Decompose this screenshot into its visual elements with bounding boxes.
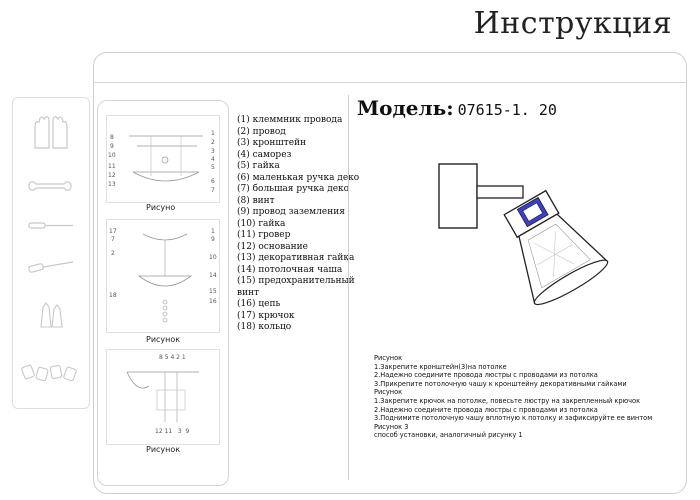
fig1-num: 3 bbox=[211, 148, 215, 155]
fig2-num: 10 bbox=[209, 254, 217, 261]
model-heading bbox=[357, 96, 557, 120]
installation-instructions bbox=[374, 354, 652, 440]
list-item: (2) провод bbox=[237, 126, 286, 137]
fig2-num: 14 bbox=[209, 272, 217, 279]
list-item: (6) маленькая ручка деко bbox=[237, 172, 360, 183]
fig1-num: 6 bbox=[211, 178, 215, 185]
list-item: (4) саморез bbox=[237, 149, 292, 160]
screwdriver-icon bbox=[27, 220, 75, 230]
fig2-num: 2 bbox=[111, 250, 115, 257]
connector-icon bbox=[21, 360, 83, 386]
instruction-line: 2.Надежно соедините провода люстры с проводами из потолка bbox=[374, 405, 598, 414]
list-item: (9) провод заземления bbox=[237, 207, 345, 217]
list-item: (14) потолочная чаша bbox=[237, 264, 343, 275]
figure-1-caption: Рисуно bbox=[146, 203, 176, 212]
fig1-num: 12 bbox=[108, 172, 116, 179]
fig2-num: 7 bbox=[111, 236, 115, 243]
fig2-num: 16 bbox=[209, 298, 217, 305]
fig1-num: 13 bbox=[108, 181, 116, 188]
fig3-num-bottom: 12 11 3 9 bbox=[155, 428, 190, 435]
list-item: (11) гровер bbox=[237, 230, 291, 240]
list-item: (13) декоративная гайка bbox=[237, 253, 355, 263]
fig1-num: 2 bbox=[211, 139, 215, 146]
fig1-num: 7 bbox=[211, 187, 215, 194]
figure-3-caption: Рисунок bbox=[146, 445, 181, 454]
fig1-num: 1 bbox=[211, 130, 215, 137]
model-label: Модель: bbox=[357, 96, 454, 120]
figures-panel bbox=[97, 100, 229, 486]
list-item: (10) гайка bbox=[237, 218, 286, 229]
figure-2-caption: Рисунок bbox=[146, 335, 181, 344]
fig1-num: 8 bbox=[110, 134, 114, 141]
lamp-illustration bbox=[435, 160, 625, 310]
instruction-line: 1.Закрепите кронштейн(3)на потолке bbox=[374, 362, 507, 371]
instruction-line: Рисунок bbox=[374, 354, 403, 362]
fig2-num: 17 bbox=[109, 228, 117, 235]
instruction-line: Рисунок bbox=[374, 388, 403, 397]
instruction-line: 3.Поднимите потолочную чашу вплотную к потолку и зафиксируйте ее винтом bbox=[374, 414, 653, 423]
instruction-line: способ установки, аналогичный рисунку 1 bbox=[374, 431, 523, 440]
figure-2-drawing bbox=[107, 220, 219, 332]
instruction-line: 1.Закрепите крючок на потолке, повесьте люстру на закрепленный крючок bbox=[374, 396, 641, 405]
list-item: (15) предохранительный bbox=[237, 276, 355, 286]
list-item: винт bbox=[237, 287, 260, 298]
parts-list bbox=[237, 115, 359, 334]
figure-1-drawing bbox=[107, 116, 219, 202]
wall-plug-icon bbox=[37, 301, 65, 329]
fig1-num: 10 bbox=[108, 152, 116, 159]
list-item: (18) кольцо bbox=[237, 322, 292, 332]
instruction-line: 3.Прикрепите потолочную чашу к кронштейну декоративными гайками bbox=[374, 379, 627, 388]
list-item: (12) основание bbox=[237, 241, 308, 252]
figure-2 bbox=[106, 219, 220, 333]
list-item: (1) клеммник провода bbox=[237, 115, 343, 125]
figure-1 bbox=[106, 115, 220, 203]
gloves-icon bbox=[31, 114, 71, 150]
screwdriver-icon bbox=[27, 260, 75, 274]
fig1-num: 9 bbox=[110, 143, 114, 150]
tools-panel bbox=[12, 97, 90, 409]
page-title: Инструкция bbox=[473, 6, 672, 41]
fig1-num: 4 bbox=[211, 156, 215, 163]
fig2-num: 1 bbox=[211, 228, 215, 235]
list-item: (3) кронштейн bbox=[237, 138, 307, 148]
fig1-num: 5 bbox=[211, 164, 215, 171]
fig2-num: 18 bbox=[109, 292, 117, 299]
column-divider bbox=[348, 95, 349, 480]
model-value: 07615-1. 20 bbox=[457, 101, 557, 119]
list-item: (16) цепь bbox=[237, 299, 281, 309]
instruction-line: Рисунок 3 bbox=[374, 422, 409, 431]
fig2-num: 15 bbox=[209, 288, 217, 295]
list-item: (8) винт bbox=[237, 195, 275, 206]
wrench-icon bbox=[27, 180, 73, 192]
fig3-num-top: 8 5 4 2 1 bbox=[159, 354, 186, 361]
fig1-num: 11 bbox=[108, 163, 116, 170]
instruction-line: 2.Надежно соедините провода люстры с проводами из потолка bbox=[374, 371, 598, 380]
fig2-num: 9 bbox=[211, 236, 215, 243]
list-item: (7) большая ручка деко bbox=[237, 184, 350, 194]
figure-3 bbox=[106, 349, 220, 445]
list-item: (17) крючок bbox=[237, 310, 295, 321]
list-item: (5) гайка bbox=[237, 161, 280, 171]
frame-divider bbox=[93, 82, 687, 83]
